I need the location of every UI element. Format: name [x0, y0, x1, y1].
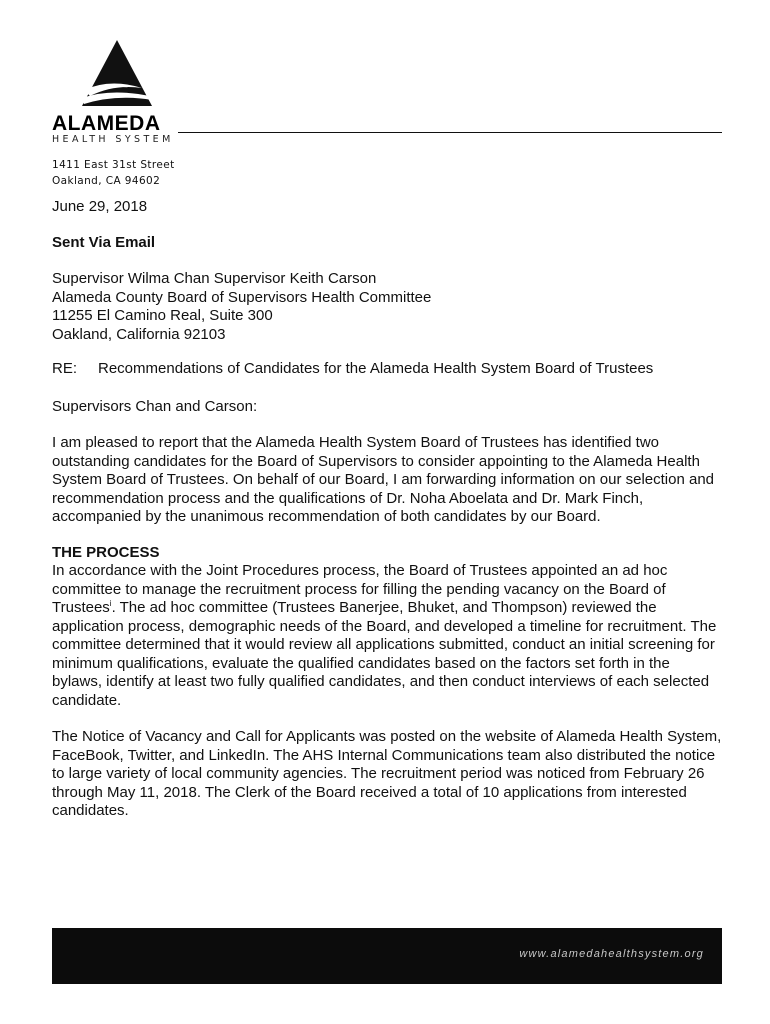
- logo-org-subtitle: HEALTH SYSTEM: [52, 134, 174, 145]
- address-line-2: Oakland, CA 94602: [52, 175, 161, 187]
- subject-line: [52, 360, 722, 379]
- recipient-line: Supervisor Wilma Chan Supervisor Keith Carson: [52, 270, 377, 287]
- process-paragraph: [52, 562, 722, 710]
- letterhead-rule: [178, 132, 722, 133]
- address-line-1: 1411 East 31st Street: [52, 159, 175, 171]
- process-text-part-1: In accordance with the Joint Procedures process, the Board of Trustees appointed an ad hoc committee to manage the recruitment process for filling the pending vacancy on the Board of Trustees: [52, 562, 668, 616]
- delivery-method: Sent Via Email: [52, 234, 156, 251]
- vacancy-paragraph: The Notice of Vacancy and Call for Applicants was posted on the website of Alameda Health System, FaceBook, Twitter, and LinkedIn. The AHS Internal Communications team also distributed the notice to large variety of local community agencies. The recruitment period was noticed from February 26 through May 11, 2018. The Clerk of the Board received a total of 10 applications from interested candidates.: [52, 728, 722, 819]
- recipient-line: Alameda County Board of Supervisors Health Committee: [52, 288, 432, 306]
- letter-date: June 29, 2018: [52, 198, 148, 215]
- subject-text: Recommendations of Candidates for the Alameda Health System Board of Trustees: [98, 360, 654, 377]
- recipient-line: 11255 El Camino Real, Suite 300: [52, 307, 273, 324]
- subject-label: RE:: [52, 360, 78, 377]
- salutation: Supervisors Chan and Carson:: [52, 398, 258, 415]
- logo-org-name: ALAMEDA: [52, 112, 161, 135]
- process-heading: THE PROCESS: [52, 544, 160, 561]
- footer-bar: [52, 928, 722, 984]
- footer-website-url: www.alamedahealthsystem.org: [519, 948, 704, 960]
- footnote-marker: i: [109, 599, 112, 608]
- recipient-line: Oakland, California 92103: [52, 325, 226, 343]
- intro-paragraph: I am pleased to report that the Alameda Health System Board of Trustees has identified two outstanding candidates for the Board of Supervisors to consider appointing to the Alameda Health System Board of Trustees. On behalf of our Board, I am forwarding information on our selection and recommendation process and the qualifications of Dr. Noha Aboelata and Dr. Mark Finch, accompanied by the unanimous recommendation of both candidates by our Board.: [52, 434, 715, 525]
- process-text-part-2: . The ad hoc committee (Trustees Banerjee, Bhuket, and Thompson) reviewed the application process, demographic needs of the Board, and developed a timeline for recruitment. The committee determined that it would review all applications submitted, conduct an initial screening for minimum qualifications, evaluate the qualified candidates based on the factors set forth in the bylaws, identify at least two fully qualified candidates, and then conduct interviews of each selected candidate.: [52, 599, 717, 709]
- letterhead-address: [52, 157, 175, 189]
- triangle-swoosh-logo-icon: [80, 38, 154, 108]
- recipient-block: [52, 270, 722, 344]
